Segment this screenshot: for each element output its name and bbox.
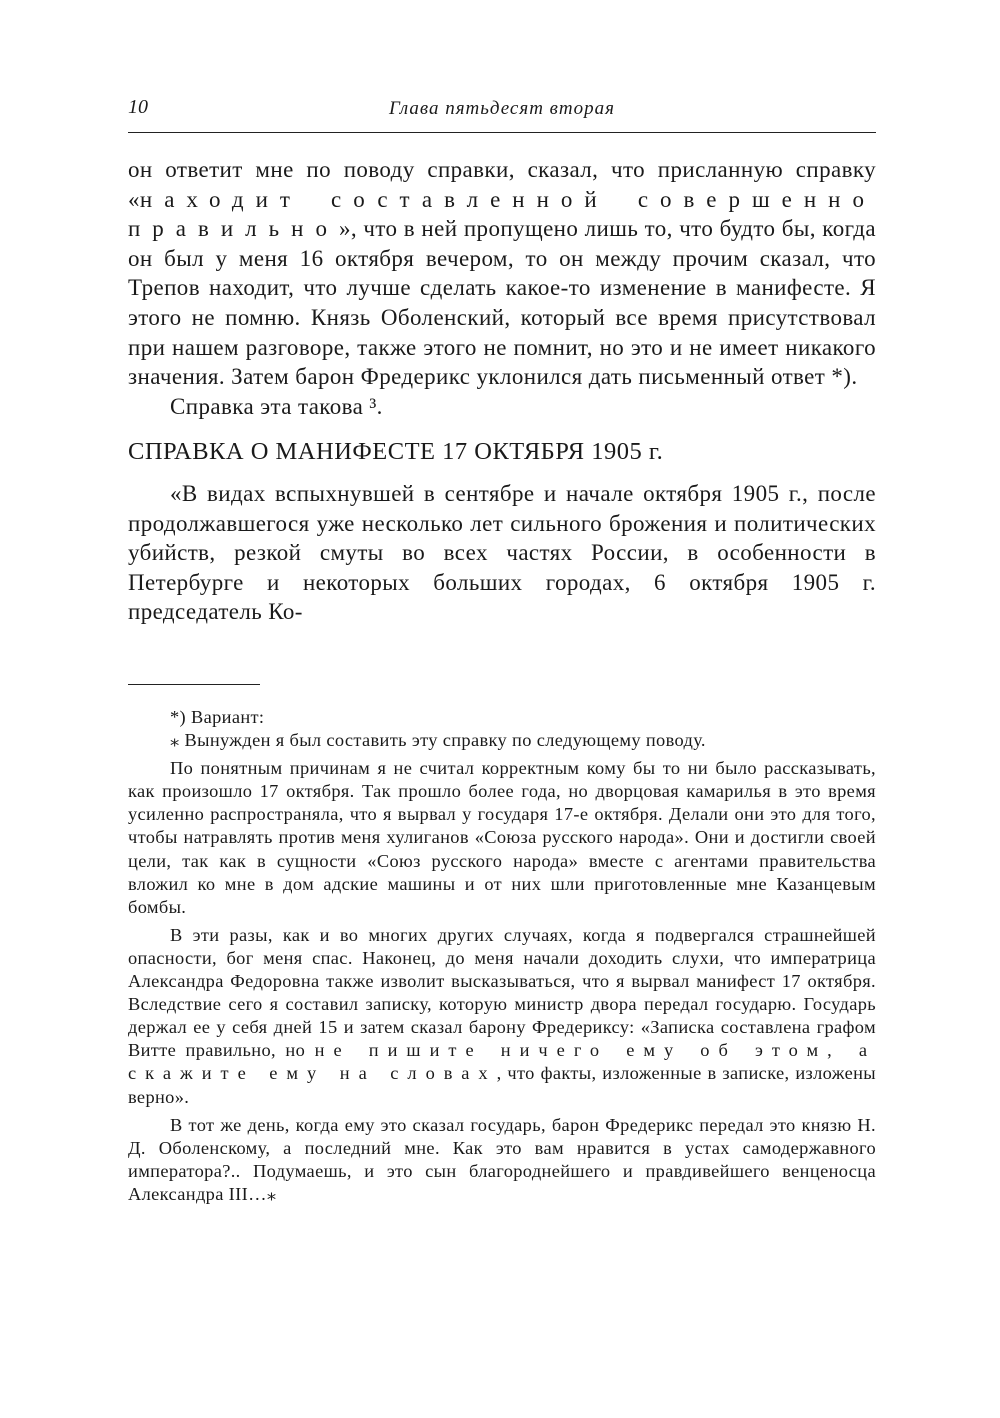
footnote-marker: *) Вариант: (170, 707, 265, 727)
page-number: 10 (128, 96, 148, 118)
paragraph-reference: «В видах вспыхнувшей в сентябре и начале октября 1905 г., после продолжавшегося уже несколько лет сильного брожения и политических убийств, резкой смуты во всех частях России, в особенности в Петербурге и некоторых больших городах, 6 октября 1905 г. председатель Ко- (128, 480, 876, 625)
footnote-rule (128, 684, 260, 685)
paragraph-intro: Справка эта такова ³. (170, 393, 383, 419)
footnote-paragraph (128, 924, 876, 1109)
footnote-paragraph: По понятным причинам я не считал корректным кому бы то ни было рассказывать, как произошло 17 октября. Так прошло более года, но дворцовая камарилья в это время усиленно распространяла, что я вырвал у государя 17-е октября. Делали они это для того, чтобы натравлять против меня хулиганов «Союза русского народа». Они и достигли своей цели, так как в сущности «Союз русского народа» вместе с агентами правительства вложил ко мне в дом адские машины и от них шли приготовленные мне Казанцевым бомбы. (128, 758, 876, 917)
footnote-paragraph: В тот же день, когда ему это сказал государь, барон Фредерикс передал это князю Н. Д. Оболенскому, а последний мне. Как это вам нравится в устах самодержавного императора?.. Подумаешь, и это сын благороднейшего и правдивейшего венценосца Александра III…⁎ (128, 1114, 876, 1204)
section-heading: СПРАВКА О МАНИФЕСТЕ 17 ОКТЯБРЯ 1905 г. (128, 438, 664, 466)
paragraph-text: он ответит мне по поводу справки, сказал, что присланную справку « (128, 157, 876, 212)
paragraph-continued (128, 155, 876, 392)
footnote-paragraph: ⁎ Вынужден я был составить эту справку по следующему поводу. (170, 730, 706, 751)
footnote-text: В эти разы, как и во многих других случаях, когда я подвергался страшнейшей опасности, бог меня спас. Наконец, до меня начали доходить слухи, что императрица Александра Федоровна также изволит высказываться, что я вырвал манифест 17 октября. Вследствие сего я составил записку, которую министр двора передал государю. Государь держал ее у себя дней 15 и затем сказал барону Фредериксу: «Записка составлена графом Витте правильно, но (128, 924, 876, 1061)
chapter-title: Глава пятьдесят вторая (389, 98, 615, 119)
running-head (128, 96, 876, 133)
spaced-quote: не пишите ничего ему об этом, а скажите ему на словах (128, 1040, 876, 1084)
main-text (128, 155, 876, 627)
footnotes (128, 706, 876, 1206)
spaced-quote: находит составленной совершенно правильно (128, 186, 876, 242)
paragraph-text: », что в ней пропущено лишь то, что будто бы, когда он был у меня 16 октября вечером, то он между прочим сказал, что Трепов находит, что лучше сделать какое-то изменение в манифесте. Я этого не помню. Князь Оболенский, который все время присутствовал при нашем разговоре, также этого не помнит, но это и не имеет никакого значения. Затем барон Фредерикс уклонился дать письменный ответ *). (128, 216, 876, 390)
footnote-text: , что факты, изложенные в записке, изложены верно». (128, 1063, 876, 1107)
